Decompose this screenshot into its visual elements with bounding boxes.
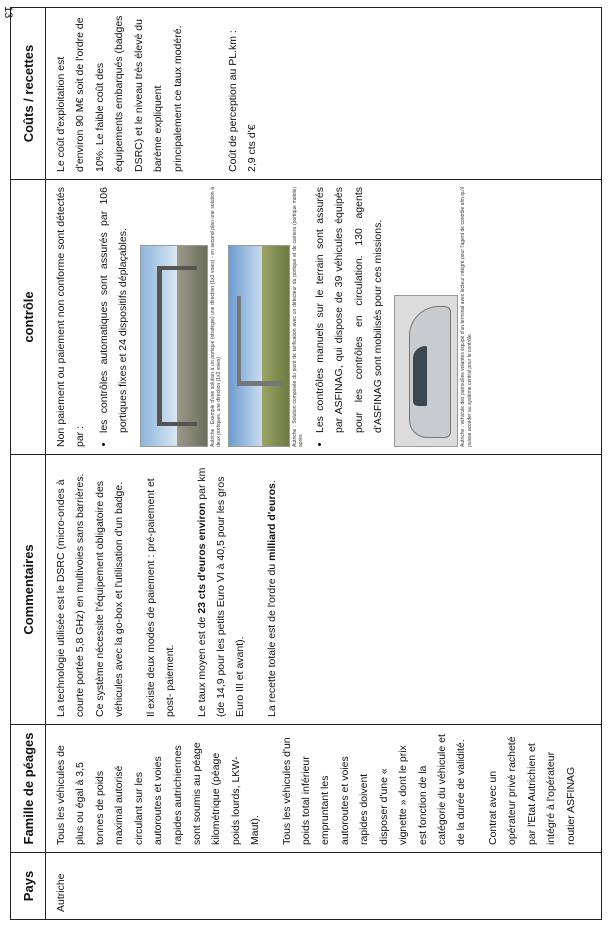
header-row [11, 8, 46, 920]
rotated-table [10, 8, 602, 920]
patrol-vehicle-photo [394, 295, 458, 447]
gantry-photo-1 [140, 245, 208, 447]
header-commentaires: Commentaires [11, 455, 46, 725]
gantry-beam [157, 266, 162, 426]
comment-paragraph-3 [193, 462, 251, 717]
rate-text-post: par km (de 14,9 pour les petits Euro VI à 40,5 pour les gros Euro III et avant). [195, 467, 247, 717]
toll-table [10, 7, 602, 920]
gantry-post-right [157, 266, 197, 270]
rate-text-pre: Le taux moyen est de [195, 613, 208, 717]
country-name: Autriche [55, 873, 67, 912]
rate-text-bold: 23 cts d'euros environ [195, 502, 208, 614]
controle-bullet-manual: • Les contrôles manuels sur le terrain sont assurés par ASFINAG, qui dispose de 39 véhicules équipés pour les contrôles en circulation. 130 agents d'ASFINAG sont mobilisés pour ces missions. [311, 187, 389, 433]
mobile-gantry-post [237, 381, 283, 386]
comment-paragraph-4 [263, 462, 282, 717]
cell-couts [46, 8, 602, 180]
cell-famille [46, 725, 602, 853]
couts-paragraph-2: Coût de perception au PL.km : 2,9 cts d'€ [226, 30, 259, 172]
famille-paragraph-3: Contrat avec un opérateur privé racheté par l'Etat Autrichien et intégré à l'opérateur routier ASFINAG [486, 736, 577, 845]
comment-paragraph-1: La technologie utilisée est le DSRC (micro-ondes à courte portée 5,8 GHz) en multivoies sans barrières. Ce système nécessite l'équipement obligatoire des véhicules avec la go-box et l'utilisation d'un badge. [55, 473, 126, 717]
header-famille: Famille de péages [11, 725, 46, 853]
couts-paragraph-1: Le coût d'exploitation est d'environ 90 M€ soit de l'ordre de 10%. Le faible coût des équipements embarqués (badges DSRC) et le niveau très élevé du barème expliquent principalement ce taux modéré. [55, 15, 184, 172]
photo-caption-1: Autriche : Exemple d'une solution à un portique (stratégie) une direction (1x3 voies) - en second plan une solution à deux portiques, une direction (1x3 voies) [209, 187, 222, 447]
controle-list-2 [311, 187, 389, 447]
revenue-text-bold: milliard d'euros [265, 483, 278, 561]
comment-paragraph-2: Il existe deux modes de paiement : pré-paiement et post- paiement. [144, 478, 177, 717]
page-number: 13 [2, 6, 14, 19]
controle-intro: Non paiement ou paiement non conforme sont détectés par : [55, 187, 87, 447]
photo-road [177, 246, 207, 446]
gantry-post-left [157, 422, 197, 426]
revenue-text-post: . [265, 480, 278, 484]
controle-bullet-auto: • les contrôles automatiques sont assurés par 106 portiques fixes et 24 dispositifs déplaçables. [95, 187, 134, 433]
famille-paragraph-2: Tous les véhicules d'un poids total inférieur empruntant les autoroutes et voies rapides doivent disposer d'une « vignette » dont le prix est fonction de la catégorie du véhicule et de la durée de validité. [280, 734, 468, 845]
mobile-gantry-arm [237, 296, 241, 386]
photo-caption-2: Autriche : Solution composée du point de tarification avec un détecteur du portique et de camera (portique mobile) après [292, 187, 305, 447]
table-row [46, 8, 602, 920]
revenue-text-pre: La recette totale est de l'ordre du [265, 560, 278, 717]
header-controle: contrôle [11, 180, 46, 455]
rotated-table-container [10, 8, 602, 920]
photo-sky [229, 246, 262, 446]
famille-paragraph-1: Tous les véhicules de plus ou égal à 3,5 tonnes de poids maximal autorisé circulant sur les autoroutes et voies rapides autrichiennes sont soumis au péage kilométrique (péage poids lourds, LKW-Maut). [55, 742, 262, 845]
controle-list-1 [95, 187, 134, 447]
photo-grass [262, 246, 289, 446]
header-couts: Coûts / recettes [11, 8, 46, 180]
cell-pays [46, 853, 602, 920]
gantry-photo-2 [228, 245, 290, 447]
cell-controle [46, 180, 602, 455]
patrol-car-window [413, 346, 427, 406]
cell-commentaires [46, 455, 602, 725]
header-pays: Pays [11, 853, 46, 920]
photo-caption-3: Autriche : véhicule des patrouilles volantes équipé d'un terminal avec lecteur intégré pour l'agent de contrôle afin qu'il puisse accéder au système central pour le contrôle. [460, 187, 473, 447]
